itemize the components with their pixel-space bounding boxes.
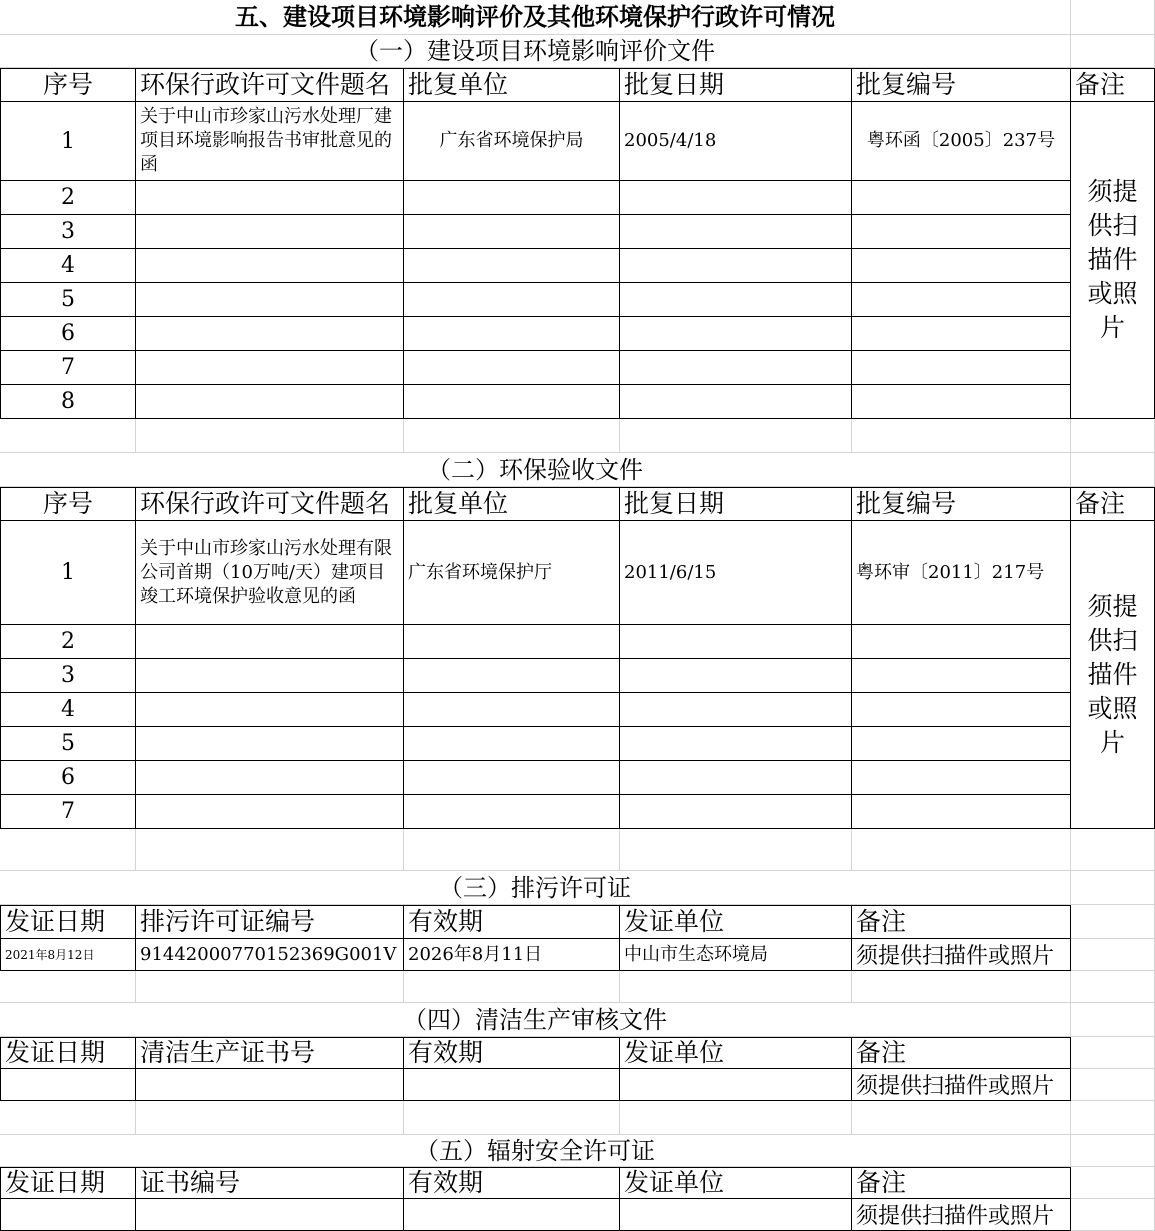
section-5-heading: （五）辐射安全许可证 — [0, 1135, 1071, 1167]
approval-code-cell[interactable] — [852, 625, 1071, 659]
empty-cell — [1071, 829, 1155, 871]
row-number: 4 — [0, 249, 136, 283]
doc-title-cell[interactable] — [136, 181, 404, 215]
header-cell-2: 环保行政许可文件题名 — [136, 68, 404, 102]
empty-cell — [852, 419, 1071, 453]
header-cell-5: 备注 — [852, 1167, 1071, 1199]
header-cell-1: 发证日期 — [0, 905, 136, 939]
empty-cell — [1071, 1135, 1155, 1167]
row-number: 3 — [0, 659, 136, 693]
header-cell-3: 有效期 — [404, 905, 620, 939]
approval-unit-cell[interactable] — [404, 385, 620, 419]
doc-title-cell[interactable]: 关于中山市珍家山污水处理有限公司首期（10万吨/天）建项目竣工环境保护验收意见的函 — [136, 521, 404, 625]
issuing-unit-cell[interactable] — [620, 1199, 852, 1231]
approval-date-cell[interactable]: 2005/4/18 — [620, 102, 852, 181]
approval-unit-cell[interactable] — [404, 761, 620, 795]
approval-date-cell[interactable] — [620, 727, 852, 761]
row-number: 6 — [0, 317, 136, 351]
empty-cell — [852, 1101, 1071, 1135]
remark-merged-cell: 须提供扫描件或照片 — [1071, 102, 1155, 419]
empty-cell — [1071, 35, 1155, 68]
row-number: 5 — [0, 727, 136, 761]
approval-code-cell[interactable]: 粤环函〔2005〕237号 — [852, 102, 1071, 181]
empty-cell — [1071, 905, 1155, 939]
remark-merged-cell: 须提供扫描件或照片 — [1071, 521, 1155, 829]
empty-cell — [1071, 1101, 1155, 1135]
approval-code-cell[interactable] — [852, 761, 1071, 795]
empty-cell — [404, 829, 620, 871]
header-cell-2: 环保行政许可文件题名 — [136, 487, 404, 521]
approval-unit-cell[interactable] — [404, 625, 620, 659]
doc-title-cell[interactable] — [136, 727, 404, 761]
approval-unit-cell[interactable] — [404, 727, 620, 761]
empty-cell — [1071, 1003, 1155, 1037]
approval-code-cell[interactable]: 粤环审〔2011〕217号 — [852, 521, 1071, 625]
approval-unit-cell[interactable] — [404, 249, 620, 283]
issuing-unit-cell[interactable] — [620, 1069, 852, 1101]
header-cell-4: 发证单位 — [620, 905, 852, 939]
empty-cell — [404, 1101, 620, 1135]
header-cell-2: 清洁生产证书号 — [136, 1037, 404, 1069]
doc-title-cell[interactable] — [136, 795, 404, 829]
header-cell-4: 批复日期 — [620, 68, 852, 102]
issue-date-cell[interactable] — [0, 1199, 136, 1231]
header-cell-4: 发证单位 — [620, 1037, 852, 1069]
empty-cell — [620, 971, 852, 1003]
empty-cell — [136, 971, 404, 1003]
remark-cell[interactable]: 须提供扫描件或照片 — [852, 1069, 1071, 1101]
approval-unit-cell[interactable] — [404, 795, 620, 829]
approval-code-cell[interactable] — [852, 283, 1071, 317]
approval-code-cell[interactable] — [852, 727, 1071, 761]
header-cell-4: 发证单位 — [620, 1167, 852, 1199]
approval-date-cell[interactable] — [620, 625, 852, 659]
doc-title-cell[interactable] — [136, 693, 404, 727]
empty-cell — [1071, 871, 1155, 905]
row-number: 1 — [0, 102, 136, 181]
empty-cell — [852, 971, 1071, 1003]
empty-cell — [136, 1101, 404, 1135]
empty-cell — [1071, 939, 1155, 971]
approval-date-cell[interactable] — [620, 659, 852, 693]
row-number: 8 — [0, 385, 136, 419]
header-cell-6: 备注 — [1071, 487, 1155, 521]
header-cell-2: 排污许可证编号 — [136, 905, 404, 939]
approval-code-cell[interactable] — [852, 181, 1071, 215]
approval-unit-cell[interactable] — [404, 215, 620, 249]
approval-code-cell[interactable] — [852, 351, 1071, 385]
approval-unit-cell[interactable] — [404, 693, 620, 727]
header-cell-5: 批复编号 — [852, 68, 1071, 102]
empty-cell — [0, 419, 136, 453]
header-cell-5: 备注 — [852, 1037, 1071, 1069]
empty-cell — [620, 829, 852, 871]
section-3-heading: （三）排污许可证 — [0, 871, 1071, 905]
empty-cell — [620, 419, 852, 453]
header-cell-3: 批复单位 — [404, 487, 620, 521]
approval-unit-cell[interactable]: 广东省环境保护局 — [404, 102, 620, 181]
approval-date-cell[interactable] — [620, 385, 852, 419]
header-cell-1: 发证日期 — [0, 1037, 136, 1069]
header-cell-1: 序号 — [0, 68, 136, 102]
remark-cell[interactable]: 须提供扫描件或照片 — [852, 939, 1071, 971]
doc-title-cell[interactable] — [136, 385, 404, 419]
approval-code-cell[interactable] — [852, 317, 1071, 351]
approval-code-cell[interactable] — [852, 249, 1071, 283]
empty-cell — [1071, 1199, 1155, 1231]
issuing-unit-cell[interactable]: 中山市生态环境局 — [620, 939, 852, 971]
certificate-number-cell[interactable]: 91442000770152369G001V — [136, 939, 404, 971]
approval-date-cell[interactable] — [620, 761, 852, 795]
header-cell-4: 批复日期 — [620, 487, 852, 521]
doc-title-cell[interactable] — [136, 317, 404, 351]
approval-date-cell[interactable] — [620, 693, 852, 727]
doc-title-cell[interactable] — [136, 625, 404, 659]
doc-title-cell[interactable] — [136, 659, 404, 693]
empty-cell — [852, 829, 1071, 871]
approval-unit-cell[interactable] — [404, 351, 620, 385]
doc-title-cell[interactable] — [136, 283, 404, 317]
approval-date-cell[interactable]: 2011/6/15 — [620, 521, 852, 625]
doc-title-cell[interactable] — [136, 351, 404, 385]
empty-cell — [0, 971, 136, 1003]
validity-cell[interactable] — [404, 1199, 620, 1231]
approval-code-cell[interactable] — [852, 795, 1071, 829]
header-cell-5: 备注 — [852, 905, 1071, 939]
doc-title-cell[interactable]: 关于中山市珍家山污水处理厂建项目环境影响报告书审批意见的函 — [136, 102, 404, 181]
approval-code-cell[interactable] — [852, 659, 1071, 693]
doc-title-cell[interactable] — [136, 215, 404, 249]
header-cell-3: 批复单位 — [404, 68, 620, 102]
approval-date-cell[interactable] — [620, 795, 852, 829]
header-cell-3: 有效期 — [404, 1167, 620, 1199]
approval-date-cell[interactable] — [620, 317, 852, 351]
section-4-heading: （四）清洁生产审核文件 — [0, 1003, 1071, 1037]
approval-date-cell[interactable] — [620, 215, 852, 249]
empty-cell — [1071, 453, 1155, 487]
row-number: 5 — [0, 283, 136, 317]
header-cell-5: 批复编号 — [852, 487, 1071, 521]
doc-title-cell[interactable] — [136, 761, 404, 795]
doc-title-cell[interactable] — [136, 249, 404, 283]
header-cell-2: 证书编号 — [136, 1167, 404, 1199]
approval-date-cell[interactable] — [620, 249, 852, 283]
empty-cell — [620, 1101, 852, 1135]
header-cell-1: 发证日期 — [0, 1167, 136, 1199]
empty-cell — [404, 419, 620, 453]
empty-cell — [0, 829, 136, 871]
issue-date-cell[interactable]: 2021年8月12日 — [0, 939, 136, 971]
row-number: 6 — [0, 761, 136, 795]
validity-cell[interactable]: 2026年8月11日 — [404, 939, 620, 971]
row-number: 7 — [0, 351, 136, 385]
empty-cell — [1071, 1167, 1155, 1199]
certificate-number-cell[interactable] — [136, 1069, 404, 1101]
issue-date-cell[interactable] — [0, 1069, 136, 1101]
empty-cell — [1071, 1037, 1155, 1069]
empty-cell — [1071, 1069, 1155, 1101]
approval-code-cell[interactable] — [852, 693, 1071, 727]
page-title: 五、建设项目环境影响评价及其他环境保护行政许可情况 — [0, 0, 1071, 35]
validity-cell[interactable] — [404, 1069, 620, 1101]
row-number: 2 — [0, 181, 136, 215]
section-1-heading: （一）建设项目环境影响评价文件 — [0, 35, 1071, 68]
row-number: 2 — [0, 625, 136, 659]
header-cell-6: 备注 — [1071, 68, 1155, 102]
empty-cell — [136, 829, 404, 871]
remark-cell[interactable]: 须提供扫描件或照片 — [852, 1199, 1071, 1231]
approval-unit-cell[interactable]: 广东省环境保护厅 — [404, 521, 620, 625]
approval-date-cell[interactable] — [620, 181, 852, 215]
row-number: 1 — [0, 521, 136, 625]
approval-unit-cell[interactable] — [404, 659, 620, 693]
empty-cell — [0, 1101, 136, 1135]
approval-date-cell[interactable] — [620, 351, 852, 385]
approval-unit-cell[interactable] — [404, 283, 620, 317]
header-cell-1: 序号 — [0, 487, 136, 521]
approval-unit-cell[interactable] — [404, 181, 620, 215]
empty-cell — [1071, 0, 1155, 35]
empty-cell — [1071, 419, 1155, 453]
row-number: 4 — [0, 693, 136, 727]
empty-cell — [1071, 971, 1155, 1003]
approval-unit-cell[interactable] — [404, 317, 620, 351]
row-number: 3 — [0, 215, 136, 249]
empty-cell — [136, 419, 404, 453]
approval-date-cell[interactable] — [620, 283, 852, 317]
row-number: 7 — [0, 795, 136, 829]
approval-code-cell[interactable] — [852, 215, 1071, 249]
empty-cell — [404, 971, 620, 1003]
section-2-heading: （二）环保验收文件 — [0, 453, 1071, 487]
header-cell-3: 有效期 — [404, 1037, 620, 1069]
approval-code-cell[interactable] — [852, 385, 1071, 419]
certificate-number-cell[interactable] — [136, 1199, 404, 1231]
